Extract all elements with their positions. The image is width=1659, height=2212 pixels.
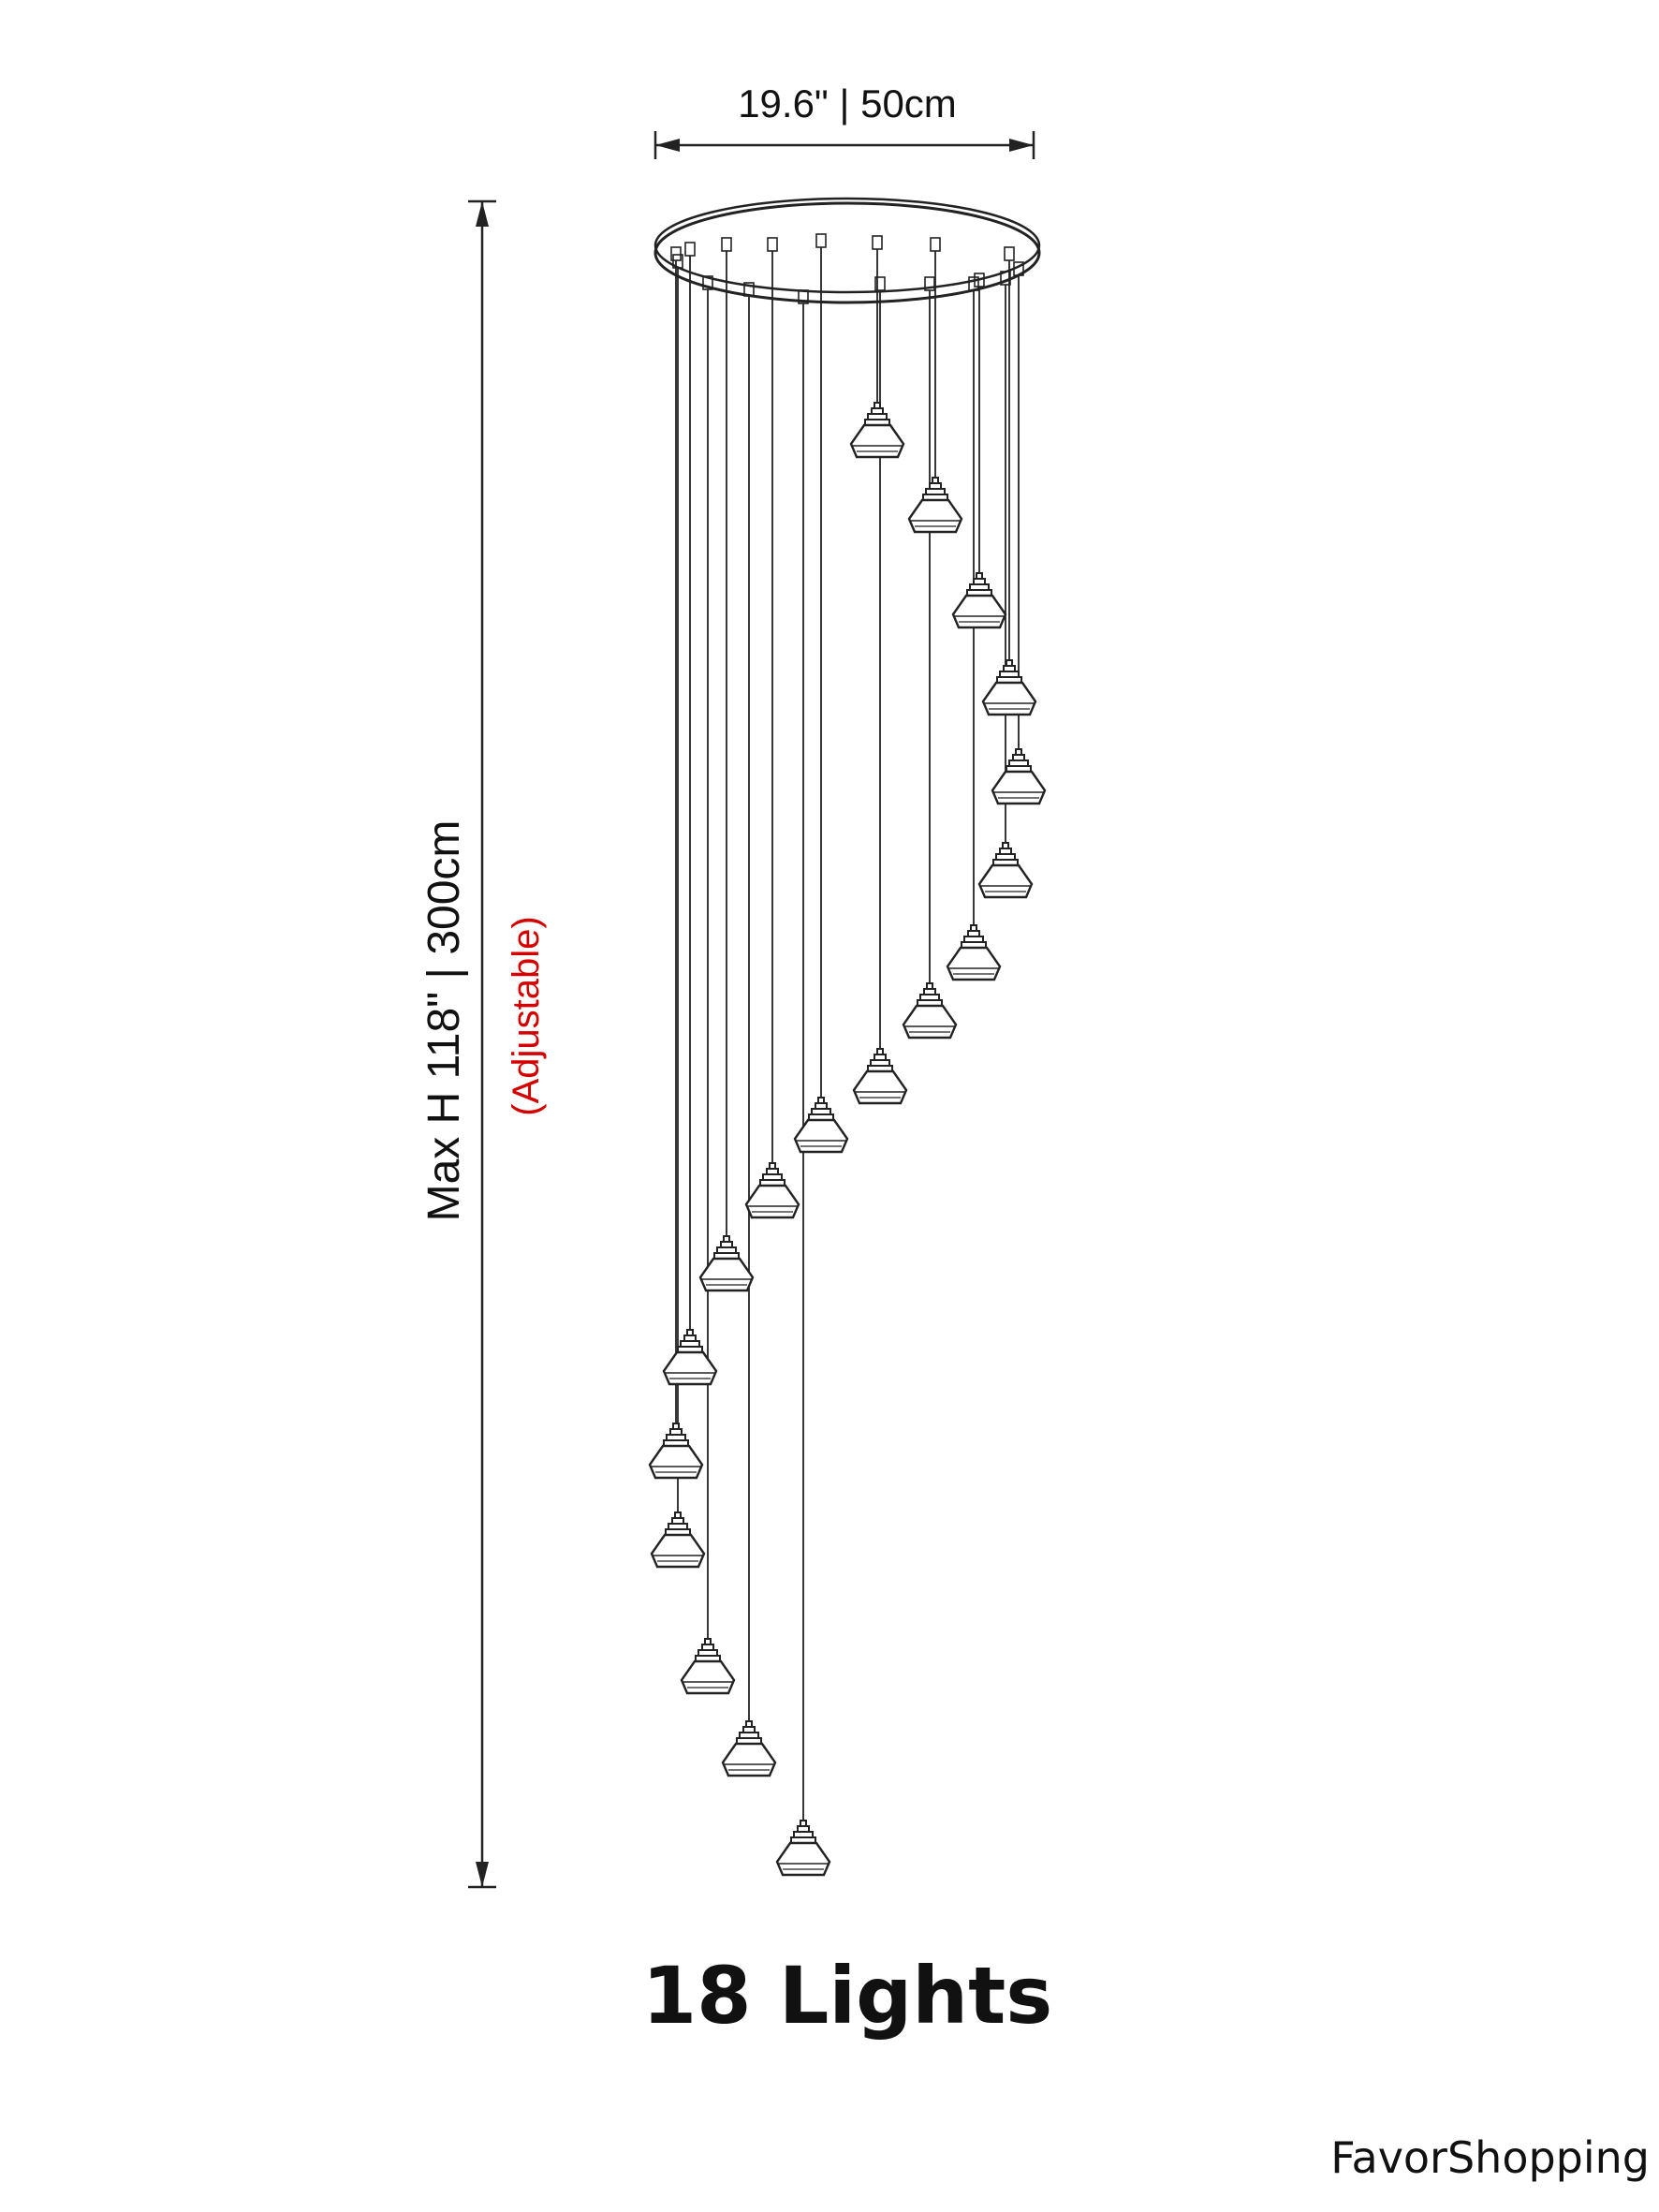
height-arrow-top [476,201,489,227]
brand-watermark: FavorShopping [1330,2132,1650,2183]
lights-count-title: 18 Lights [641,1950,1053,2042]
pendant-light [746,1163,799,1217]
pendant-light [682,1639,734,1693]
pendant-light [650,1423,702,1478]
ceiling-canopy [655,199,1039,303]
canopy-socket [873,236,882,249]
pendant-light [851,403,903,457]
height-dimension [419,201,547,1887]
canopy-socket [931,238,940,251]
canopy-socket [685,243,695,256]
pendant-light [953,573,1006,627]
pendant-light [854,1049,906,1103]
width-dimension [655,81,1034,159]
canopy-socket [1005,247,1014,260]
adjustable-label: (Adjustable) [506,916,547,1116]
canopy-socket [816,234,826,247]
height-arrow-bottom [476,1862,489,1887]
pendant-light [983,660,1035,715]
pendant-light [947,925,1000,980]
pendant-light [992,749,1045,804]
pendant-light [909,478,962,532]
pendant-light [652,1512,704,1567]
width-arrow-right [1009,139,1034,152]
canopy-socket [722,238,731,251]
width-arrow-left [655,139,680,152]
pendant-light [777,1821,830,1875]
pendant-light [723,1721,775,1776]
pendant-light [903,983,956,1038]
pendant-cords [676,247,1019,1821]
canopy-socket [768,238,777,251]
height-label: Max H 118" | 300cm [419,819,469,1222]
pendant-light [979,843,1032,897]
pendant-lights [650,403,1045,1875]
width-label: 19.6" | 50cm [738,81,957,125]
